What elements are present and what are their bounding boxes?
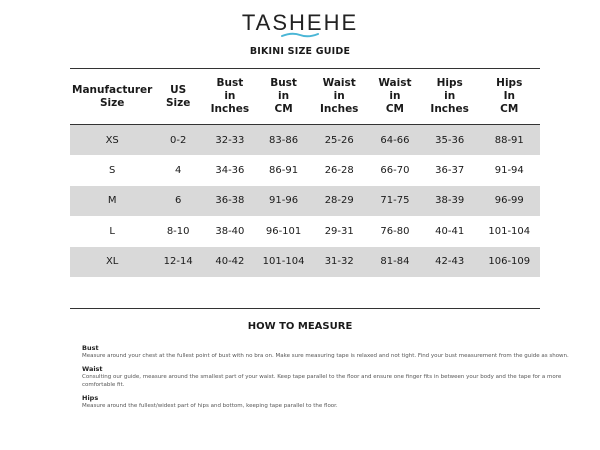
table-cell: 96-99: [479, 186, 540, 217]
table-cell: 96-101: [265, 225, 302, 237]
table-cell: 101-104: [258, 247, 310, 278]
table-cell: 28-29: [309, 186, 369, 217]
table-cell: 29-31: [324, 225, 354, 237]
table-cell: 81-84: [369, 247, 421, 278]
header-waist-inches: Waist in Inches: [309, 69, 369, 125]
table-bottom-divider: [70, 308, 540, 309]
table-cell: 38-40: [215, 225, 245, 237]
table-cell: 25-26: [309, 125, 369, 156]
measure-text: Consulting our guide, measure around the smallest part of your waist. Keep tape parallel to the floor and ensure one finger fits in between your body and the tape for a more comfortable fit.: [82, 374, 562, 388]
size-table: [70, 68, 540, 277]
table-cell: 83-86: [258, 125, 310, 156]
table-cell: 40-41: [435, 225, 465, 237]
table-cell: 91-96: [258, 186, 310, 217]
table-cell: 71-75: [369, 186, 421, 217]
table-cell: M: [70, 186, 154, 217]
table-cell: L: [109, 225, 115, 237]
measure-instructions: [82, 344, 582, 415]
table-cell: 26-28: [324, 164, 354, 176]
table-cell: 66-70: [380, 164, 410, 176]
table-row: [70, 216, 540, 247]
table-cell: XS: [70, 125, 154, 156]
table-cell: 76-80: [380, 225, 410, 237]
size-guide-title: BIKINI SIZE GUIDE: [249, 46, 351, 57]
measure-label: Bust: [82, 344, 99, 352]
table-cell: 101-104: [488, 225, 531, 237]
header-us-size: US Size: [154, 69, 202, 125]
table-row: [70, 186, 540, 217]
measure-text: Measure around your chest at the fullest point of bust with no bra on. Make sure measuring tape is relaxed and not tight. Find your bust measurement from the guide as shown.: [82, 353, 569, 359]
header-hips-inches: Hips in Inches: [421, 69, 479, 125]
table-cell: 32-33: [202, 125, 258, 156]
brand-logo: [0, 10, 600, 38]
table-cell: 91-94: [494, 164, 524, 176]
header-waist-cm: Waist in CM: [369, 69, 421, 125]
table-cell: 0-2: [154, 125, 202, 156]
measure-item-waist: [82, 365, 582, 389]
table-row: [70, 155, 540, 186]
measure-label: Waist: [82, 365, 103, 373]
brand-name: TASHEHE: [241, 10, 359, 35]
table-cell: 8-10: [166, 225, 190, 237]
table-cell: 6: [154, 186, 202, 217]
table-row: [70, 247, 540, 278]
table-cell: 64-66: [369, 125, 421, 156]
table-cell: 40-42: [202, 247, 258, 278]
measure-text: Measure around the fullest/widest part of hips and bottom, keeping tape parallel to the floor.: [82, 403, 338, 409]
table-row: [70, 125, 540, 156]
table-header-row: [70, 69, 540, 125]
header-bust-inches: Bust in Inches: [202, 69, 258, 125]
table-cell: 86-91: [269, 164, 299, 176]
table-cell: 106-109: [479, 247, 540, 278]
table-cell: 38-39: [421, 186, 479, 217]
header-bust-cm: Bust in CM: [258, 69, 310, 125]
measure-item-hips: [82, 394, 582, 410]
table-cell: 35-36: [421, 125, 479, 156]
how-to-measure-title: HOW TO MEASURE: [247, 321, 353, 332]
table-cell: 42-43: [421, 247, 479, 278]
table-cell: 36-37: [435, 164, 465, 176]
header-hips-cm: Hips In CM: [479, 69, 540, 125]
measure-item-bust: [82, 344, 582, 360]
table-cell: 4: [174, 164, 182, 176]
table-cell: XL: [70, 247, 154, 278]
table-cell: 36-38: [202, 186, 258, 217]
table-cell: 31-32: [309, 247, 369, 278]
header-manufacturer-size: Manufacturer Size: [70, 69, 154, 125]
table-cell: 34-36: [215, 164, 245, 176]
table-cell: 88-91: [479, 125, 540, 156]
table-cell: 12-14: [154, 247, 202, 278]
measure-label: Hips: [82, 394, 99, 402]
table-cell: S: [108, 164, 116, 176]
